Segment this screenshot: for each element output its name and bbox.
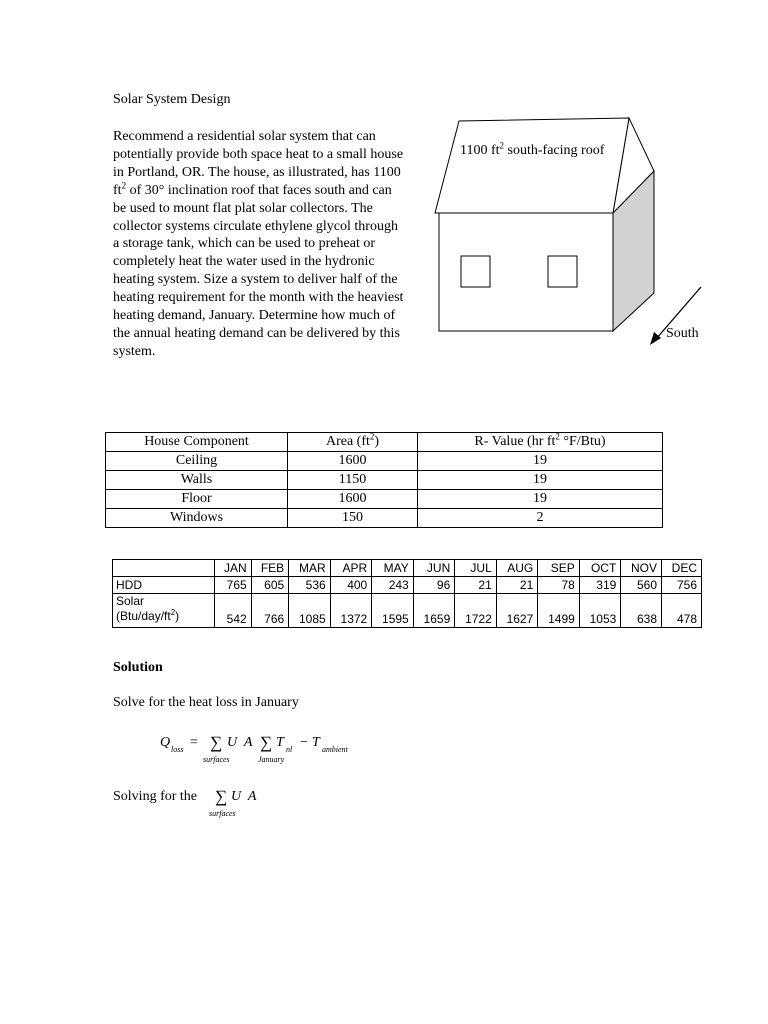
empty-corner-cell (113, 560, 215, 577)
cell-area: 1150 (288, 471, 418, 490)
header-area (288, 433, 418, 452)
table-row (106, 490, 663, 509)
solar-cell: 1659 (413, 594, 455, 628)
solar-cell: 478 (662, 594, 702, 628)
hdd-row (113, 577, 702, 594)
eq2-surfaces: surfaces (209, 809, 236, 818)
hdd-cell: 536 (289, 577, 331, 594)
solar-cell: 766 (251, 594, 289, 628)
header-r-sup: 2 (555, 431, 560, 442)
month-header: MAY (372, 560, 414, 577)
cell-component: Ceiling (106, 452, 288, 471)
solar-label (113, 594, 215, 628)
month-header: DEC (662, 560, 702, 577)
eq-t: T (276, 735, 284, 750)
month-header: JUN (413, 560, 455, 577)
hdd-cell: 605 (251, 577, 289, 594)
house-roof (435, 118, 629, 213)
month-header: SEP (538, 560, 580, 577)
solar-cell: 542 (215, 594, 252, 628)
solar-cell: 1053 (579, 594, 621, 628)
hdd-cell: 78 (538, 577, 580, 594)
house-window-right (548, 256, 577, 287)
solar-cell: 1085 (289, 594, 331, 628)
solar-row (113, 594, 702, 628)
solar-cell: 1722 (455, 594, 497, 628)
solar-cell: 638 (621, 594, 662, 628)
document-title: Solar System Design (113, 92, 231, 107)
solar-label-post: ) (175, 609, 180, 623)
paragraph-sup: 2 (121, 180, 127, 191)
solution-heading: Solution (113, 660, 163, 675)
cell-r: 19 (418, 490, 663, 509)
paragraph-part1: Recommend a residential solar system that can potentially provide both space heat to a small house in Portland, OR. The house, as illustrated, has 1100 ft (113, 129, 404, 198)
cell-area: 150 (288, 509, 418, 528)
eq-minus: − (300, 735, 308, 750)
cell-r: 19 (418, 471, 663, 490)
eq-q-sub: loss (171, 745, 184, 754)
header-r-post: °F/Btu) (559, 434, 606, 449)
roof-label-sup: 2 (499, 140, 505, 151)
table-row (106, 452, 663, 471)
table-header-row (106, 433, 663, 452)
hdd-cell: 21 (455, 577, 497, 594)
eq-ua: U A (227, 735, 253, 750)
roof-label (460, 140, 605, 159)
header-area-sup: 2 (369, 431, 375, 442)
table-row (106, 471, 663, 490)
problem-paragraph (113, 128, 405, 361)
hdd-cell: 400 (330, 577, 372, 594)
hdd-cell: 319 (579, 577, 621, 594)
solar-cell: 1372 (330, 594, 372, 628)
hdd-cell: 756 (662, 577, 702, 594)
header-r-value (418, 433, 663, 452)
eq-equals: = (190, 735, 198, 750)
cell-area: 1600 (288, 452, 418, 471)
solar-label-sup: 2 (170, 608, 176, 617)
solar-cell: 1499 (538, 594, 580, 628)
house-components-table (105, 432, 663, 528)
month-header: FEB (251, 560, 289, 577)
eq-q: Q (160, 735, 171, 750)
solution-line1: Solve for the heat loss in January (113, 695, 299, 710)
table-row (106, 509, 663, 528)
month-header: APR (330, 560, 372, 577)
eq-t2-sub: ambient (322, 745, 348, 754)
header-area-post: ) (374, 434, 380, 449)
hdd-cell: 96 (413, 577, 455, 594)
month-header: MAR (289, 560, 331, 577)
south-arrow-head (650, 332, 661, 345)
eq-sigma-2: ∑ (260, 733, 273, 752)
header-area-text: Area (ft (325, 434, 370, 449)
month-header: JAN (215, 560, 252, 577)
hdd-cell: 560 (621, 577, 662, 594)
solar-cell: 1595 (372, 594, 414, 628)
month-header: OCT (579, 560, 621, 577)
heat-loss-equation (160, 733, 420, 769)
monthly-data-table (112, 559, 702, 628)
months-header-row (113, 560, 702, 577)
solar-label-line1: Solar (116, 594, 145, 608)
eq-t2: T (312, 735, 320, 750)
solution-line2 (113, 789, 313, 825)
solar-label-line2: (Btu/day/ft (116, 609, 171, 623)
eq-sigma-1: ∑ (210, 733, 223, 752)
eq2-ua: U A (231, 789, 257, 804)
solar-cell: 1627 (496, 594, 538, 628)
cell-r: 19 (418, 452, 663, 471)
month-header: AUG (496, 560, 538, 577)
hdd-cell: 765 (215, 577, 252, 594)
cell-r: 2 (418, 509, 663, 528)
eq2-sigma: ∑ (215, 787, 228, 806)
eq-january: January (258, 755, 285, 764)
house-window-left (461, 256, 490, 287)
eq-t-sub: nl (286, 745, 293, 754)
hdd-cell: 243 (372, 577, 414, 594)
solution-line2-text: Solving for the (113, 789, 197, 804)
cell-area: 1600 (288, 490, 418, 509)
month-header: NOV (621, 560, 662, 577)
hdd-cell: 21 (496, 577, 538, 594)
header-component: House Component (106, 433, 288, 452)
cell-component: Floor (106, 490, 288, 509)
roof-label-text: 1100 ft (460, 143, 500, 158)
eq-surfaces: surfaces (203, 755, 230, 764)
south-label: South (666, 326, 699, 341)
header-r-text: R- Value (hr ft (474, 434, 556, 449)
month-header: JUL (455, 560, 497, 577)
cell-component: Windows (106, 509, 288, 528)
roof-label-post: south-facing roof (504, 143, 605, 158)
hdd-label: HDD (113, 577, 215, 594)
paragraph-part2: of 30° inclination roof that faces south and can be used to mount flat plat solar collectors. The collector systems circulate ethylene glycol through a storage tank, which can be used to preheat or completely heat the water used in the hydronic heating system. Size a system to deliver half of the heating requirement for the month with the heaviest heating demand, January. Determine how much of the annual heating demand can be delivered by this system. (113, 182, 404, 359)
cell-component: Walls (106, 471, 288, 490)
